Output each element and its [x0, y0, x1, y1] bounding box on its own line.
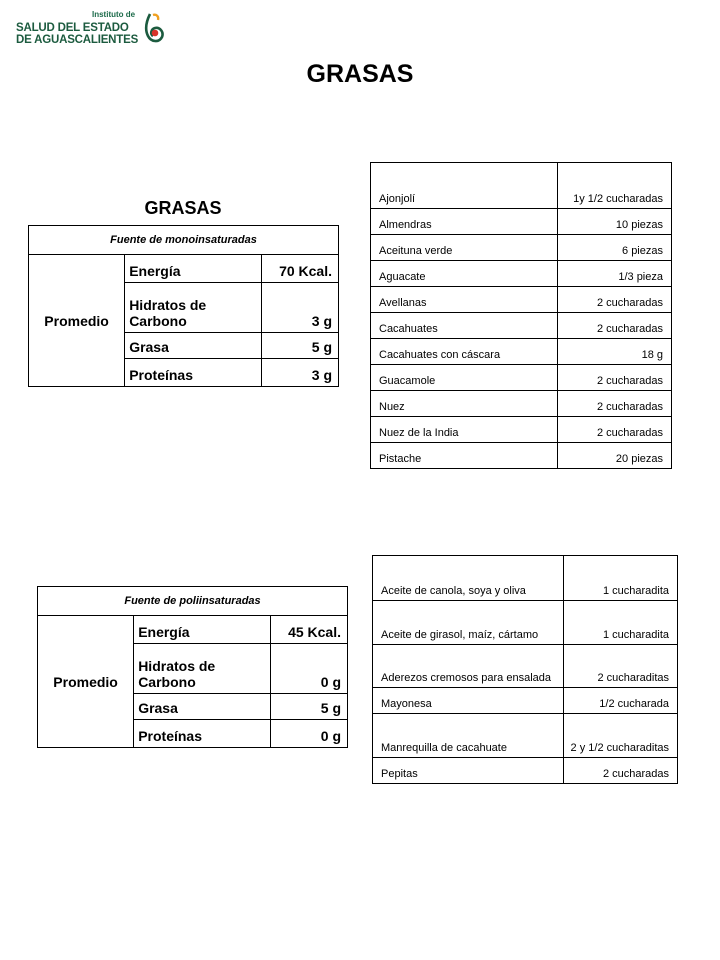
nutrient-value: 5 g [262, 333, 339, 359]
food-quantity: 2 cucharadas [558, 365, 672, 391]
nutrient-name: Hidratos de Carbono [125, 283, 262, 333]
mono-table-header: Fuente de monoinsaturadas [29, 226, 339, 255]
food-quantity: 10 piezas [558, 209, 672, 235]
nutrient-value: 3 g [262, 283, 339, 333]
food-quantity: 2 cucharadas [558, 417, 672, 443]
logo-line-2: DE AGUASCALIENTES [16, 34, 139, 46]
page-title: GRASAS [306, 60, 414, 88]
nutrient-value: 45 Kcal. [271, 616, 348, 644]
poli-foods-table [372, 555, 678, 784]
food-name: Ajonjolí [371, 163, 558, 209]
nutrient-name: Energía [125, 255, 262, 283]
nutrient-name: Grasa [134, 694, 271, 720]
food-name: Guacamole [371, 365, 558, 391]
food-name: Mayonesa [373, 688, 564, 714]
section-subtitle: GRASAS [144, 198, 222, 218]
nutrient-name: Hidratos de Carbono [134, 644, 271, 694]
logo-small-text: Instituto de [92, 10, 136, 19]
food-quantity: 1/3 pieza [558, 261, 672, 287]
food-quantity: 6 piezas [558, 235, 672, 261]
institution-logo [16, 10, 166, 48]
food-name: Aderezos cremosos para ensalada [373, 645, 564, 688]
nutrient-value: 3 g [262, 359, 339, 387]
food-name: Pepitas [373, 758, 564, 784]
food-quantity: 1 cucharadita [564, 556, 678, 601]
food-quantity: 2 cucharadas [558, 287, 672, 313]
food-name: Almendras [371, 209, 558, 235]
mono-foods-table [370, 162, 672, 469]
food-quantity: 2 cucharaditas [564, 645, 678, 688]
food-name: Aguacate [371, 261, 558, 287]
food-name: Aceite de girasol, maíz, cártamo [373, 601, 564, 645]
food-quantity: 2 cucharadas [564, 758, 678, 784]
nutrient-value: 70 Kcal. [262, 255, 339, 283]
food-quantity: 1/2 cucharada [564, 688, 678, 714]
food-name: Manrequilla de cacahuate [373, 714, 564, 758]
food-name: Aceite de canola, soya y oliva [373, 556, 564, 601]
food-name: Pistache [371, 443, 558, 469]
food-quantity: 1 cucharadita [564, 601, 678, 645]
food-name: Cacahuates con cáscara [371, 339, 558, 365]
food-name: Nuez de la India [371, 417, 558, 443]
food-quantity: 18 g [558, 339, 672, 365]
food-quantity: 20 piezas [558, 443, 672, 469]
nutrient-name: Energía [134, 616, 271, 644]
nutrient-name: Proteínas [125, 359, 262, 387]
mono-nutrient-table [28, 225, 339, 387]
food-name: Aceituna verde [371, 235, 558, 261]
poli-table-header: Fuente de poliinsaturadas [38, 587, 348, 616]
food-name: Cacahuates [371, 313, 558, 339]
nutrient-name: Grasa [125, 333, 262, 359]
isea-logo-icon [144, 12, 164, 44]
food-quantity: 2 cucharadas [558, 313, 672, 339]
logo-line-1: SALUD DEL ESTADO [16, 22, 129, 34]
nutrient-value: 0 g [271, 720, 348, 748]
food-name: Nuez [371, 391, 558, 417]
food-quantity: 2 y 1/2 cucharaditas [564, 714, 678, 758]
food-quantity: 2 cucharadas [558, 391, 672, 417]
mono-group-label: Promedio [29, 255, 125, 387]
poli-group-label: Promedio [38, 616, 134, 748]
food-quantity: 1y 1/2 cucharadas [558, 163, 672, 209]
poli-nutrient-table [37, 586, 348, 748]
nutrient-value: 5 g [271, 694, 348, 720]
nutrient-name: Proteínas [134, 720, 271, 748]
nutrient-value: 0 g [271, 644, 348, 694]
food-name: Avellanas [371, 287, 558, 313]
